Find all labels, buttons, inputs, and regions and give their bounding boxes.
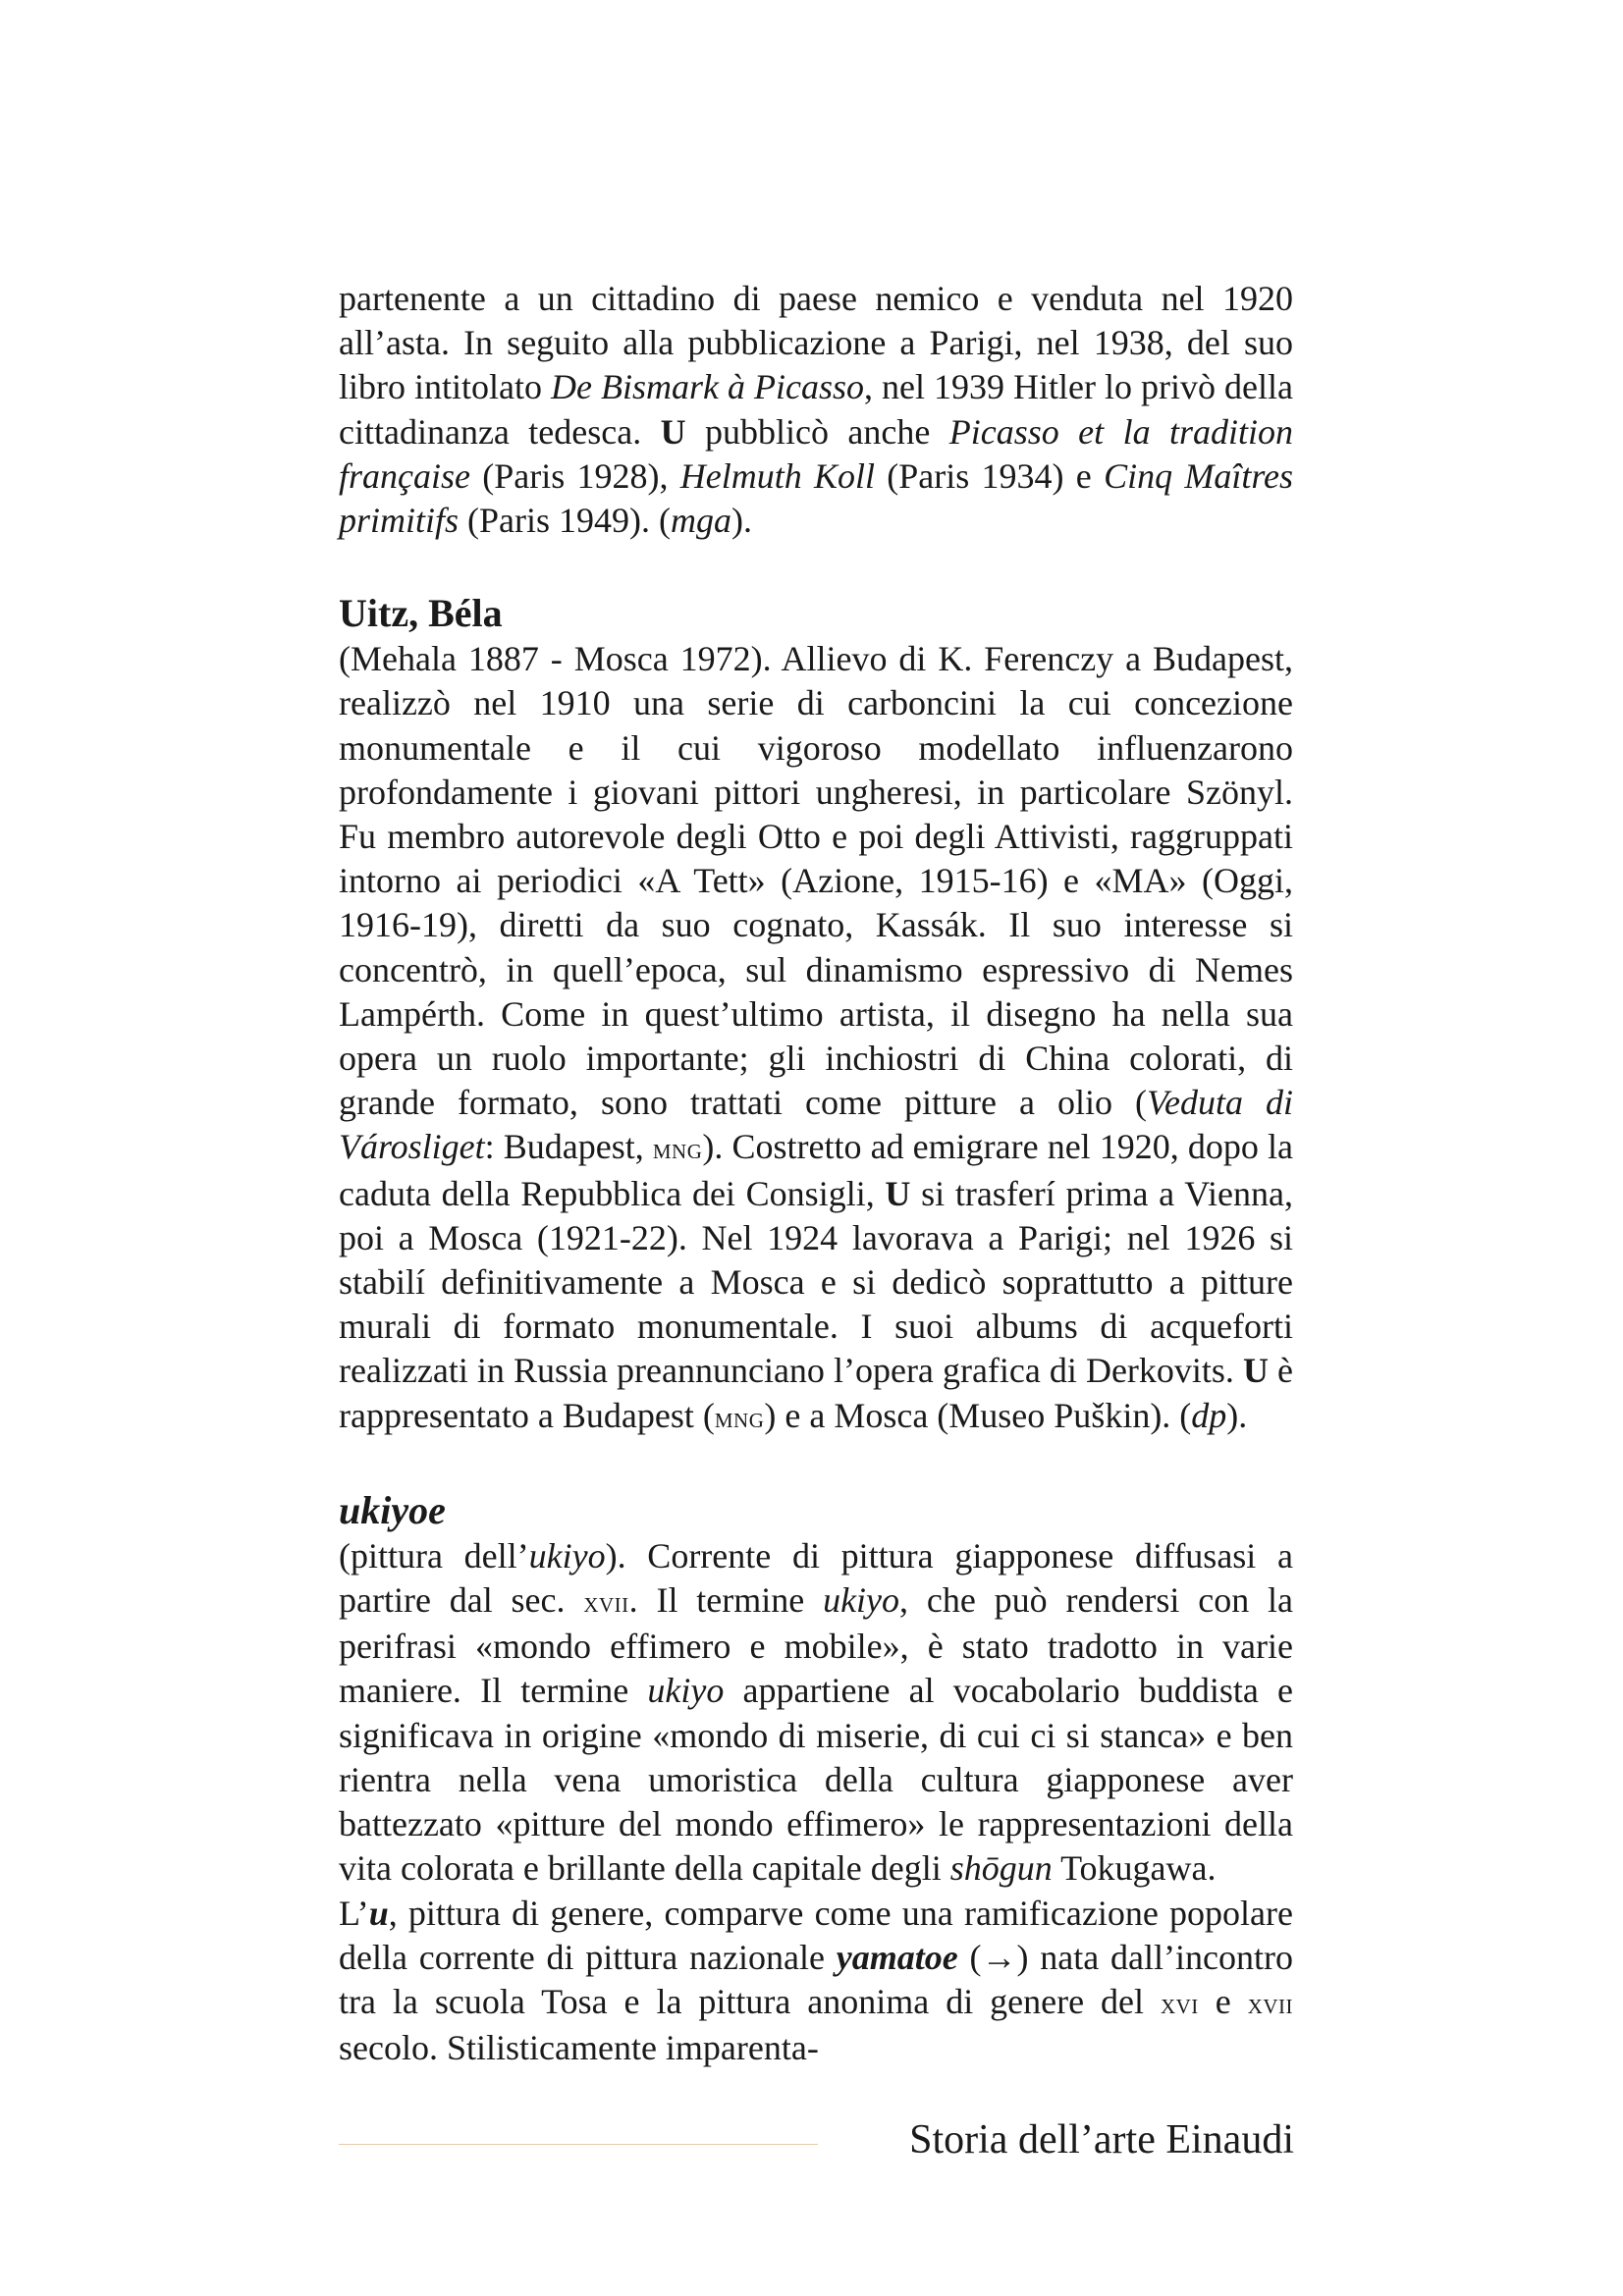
ukiyoe-paragraph-2: [339, 1892, 1293, 2071]
text-run: , pittura di genere, comparve come una ramificazione popolare della corrente di pittura nazionale: [339, 1893, 1293, 1977]
book-title: Helmuth Koll: [679, 455, 876, 496]
artwork-title: Veduta di Városliget: [339, 1083, 1293, 1167]
term: shōgun: [949, 1848, 1053, 1889]
entry-abbrev: u: [368, 1893, 389, 1933]
text-run: è rappresentato a Budapest (: [339, 1351, 1294, 1435]
text-column: [339, 277, 1293, 2070]
text-run: ). Costretto ad emigrare nel 1920, dopo la caduta della Repubblica dei Consigli,: [339, 1127, 1293, 1213]
footer-title: Storia dell’arte Einaudi: [909, 2117, 1294, 2163]
book-title: Picasso et la tradition française: [339, 411, 1293, 496]
text-run: L’: [339, 1893, 369, 1933]
author-initials: dp: [1191, 1395, 1227, 1435]
ukiyoe-paragraph-1: [339, 1534, 1293, 1892]
text-run: pubblicò anche: [685, 411, 949, 452]
book-title: Cinq Maîtres primitifs: [339, 455, 1293, 541]
text-run: ). Corrente di pittura giapponese diffusasi a partire dal sec.: [339, 1535, 1293, 1621]
book-title: De Bismark à Picasso: [551, 367, 865, 407]
entry-abbrev: U: [885, 1173, 911, 1213]
text-run: (Paris 1928),: [469, 455, 680, 496]
century-numeral: xvii: [1247, 1987, 1294, 2020]
text-run: (Paris 1949). (: [459, 501, 671, 541]
text-run: (Mehala 1887 - Mosca 1972). Allievo di K. Ferenczy a Budapest, realizzò nel 1910 una serie di carboncini la cui concezione monumentale e il cui vigoroso modellato influenzarono profondamente i giovani pittori ungheresi, in particolare Szönyl. Fu membro autorevole degli Otto e poi degli Attivisti, raggruppati intorno ai periodici «A Tett» (Azione, 1915-16) e «MA» (Oggi, 1916-19), diretti da suo cognato, Kassák. Il suo interesse si concentrò, in quell’epoca, sul dinamismo espressivo di Nemes Lampérth. Come in quest’ultimo artista, il disegno ha nella sua opera un ruolo importante; gli inchiostri di China colorati, di grande formato, sono trattati come pitture a olio (: [339, 639, 1293, 1123]
uitz-paragraph: [339, 637, 1293, 1440]
entry-abbrev: U: [1242, 1351, 1269, 1391]
text-run: Tokugawa.: [1052, 1848, 1217, 1889]
text-run: partenente a un cittadino di paese nemico e venduta nel 1920 all’asta. In seguito alla pubblicazione a Parigi, nel 1938, del suo libro intitolato: [339, 279, 1293, 407]
text-run: (→) nata dall’incontro tra la scuola Tosa e la pittura anonima di genere del: [339, 1937, 1293, 2021]
term: ukiyo: [528, 1535, 606, 1575]
term: ukiyo: [647, 1671, 725, 1711]
text-run: appartiene al vocabolario buddista e significava in origine «mondo di miserie, di cui ci si stanca» e ben rientra nella vena umoristica della cultura giapponese aver battezzato «pitture del mondo effimero» le rappresentazioni della vita colorata e brillante della capitale degli: [339, 1671, 1293, 1889]
text-run: , nel 1939 Hitler lo privò della cittadinanza tedesca.: [339, 367, 1293, 452]
museum-abbrev: mng: [714, 1401, 765, 1434]
text-run: ).: [731, 501, 752, 541]
text-run: secolo. Stilisticamente imparenta-: [339, 2028, 819, 2068]
century-numeral: xvii: [583, 1586, 629, 1620]
text-run: e: [1198, 1981, 1248, 2021]
text-run: : Budapest,: [484, 1127, 653, 1167]
text-run: si trasferí prima a Vienna, poi a Mosca (1921-22). Nel 1924 lavorava a Parigi; nel 1926 si stabilí definitivamente a Mosca e si dedicò soprattutto a pitture murali di formato monumentale. I suoi albums di acqueforti realizzati in Russia preannunciano l’opera grafica di Derkovits.: [339, 1173, 1293, 1391]
text-run: . Il termine: [628, 1580, 824, 1621]
entry-abbrev: U: [660, 411, 686, 452]
cross-reference: yamatoe: [836, 1937, 958, 1977]
footer-rule: [339, 2144, 818, 2145]
intro-paragraph: [339, 277, 1293, 543]
text-run: (pittura dell’: [339, 1535, 529, 1575]
text-run: (Paris 1934) e: [875, 455, 1105, 496]
entry-heading-uitz: Uitz, Béla: [339, 591, 503, 636]
museum-abbrev: mng: [652, 1133, 703, 1166]
entry-heading-ukiyoe: ukiyoe: [339, 1487, 446, 1532]
text-run: , che può rendersi con la perifrasi «mondo effimero e mobile», è stato tradotto in varie maniere. Il termine: [339, 1580, 1293, 1711]
century-numeral: xvi: [1160, 1987, 1199, 2020]
text-run: ) e a Mosca (Museo Puškin). (: [764, 1395, 1192, 1435]
text-run: ).: [1226, 1395, 1248, 1435]
author-initials: mga: [671, 501, 731, 541]
term: ukiyo: [823, 1580, 900, 1621]
